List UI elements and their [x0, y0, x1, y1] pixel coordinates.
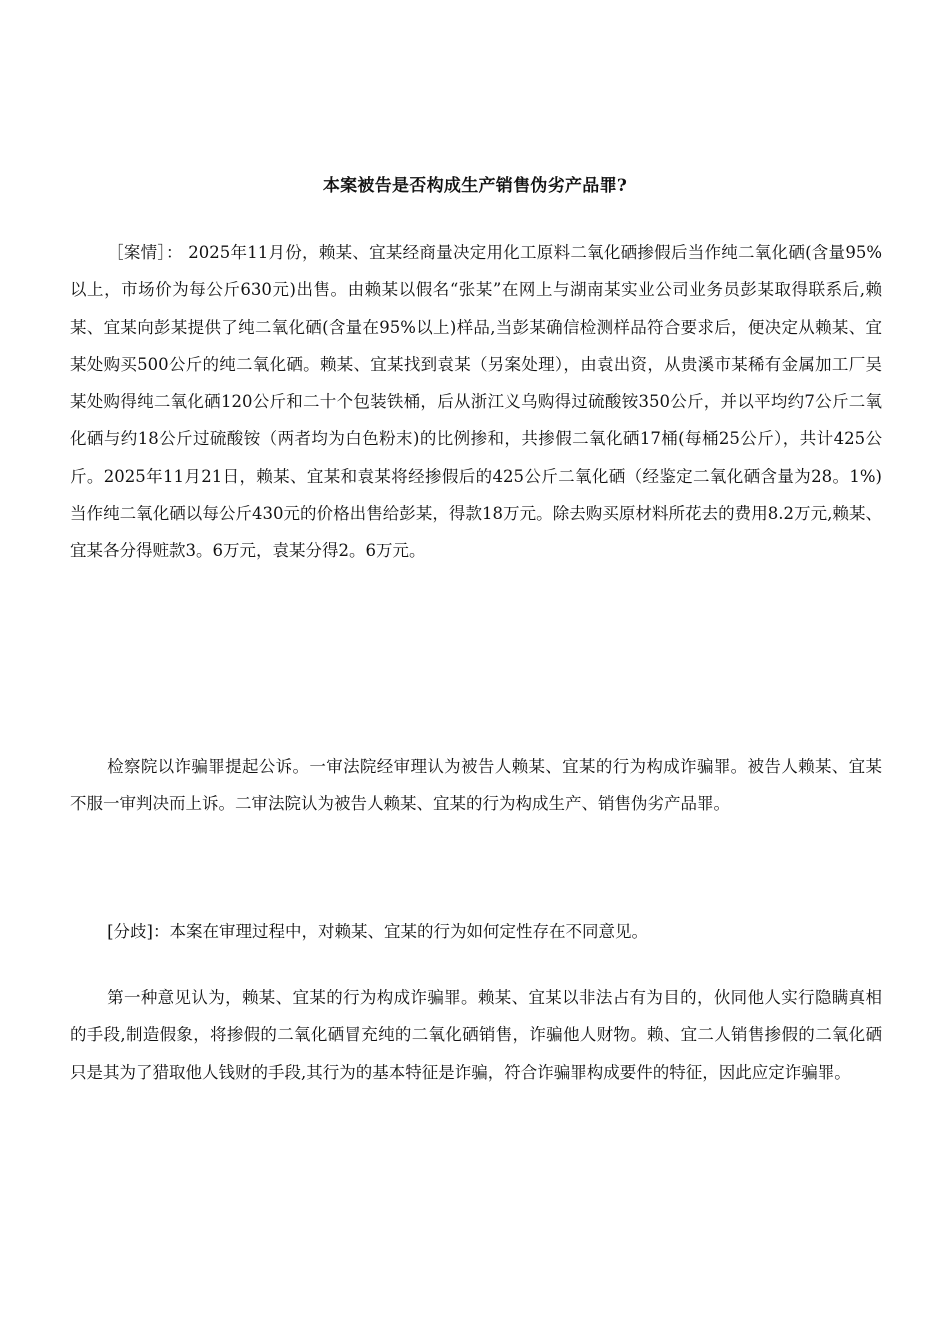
document-title: 本案被告是否构成生产销售伪劣产品罪? — [322, 176, 628, 196]
dispute-paragraph: [分歧]：本案在审理过程中，对赖某、宜某的行为如何定性存在不同意见。 — [107, 922, 648, 941]
first-opinion-paragraph: 第一种意见认为，赖某、宜某的行为构成诈骗罪。赖某、宜某以非法占有为目的，伙同他人实行隐瞒真相的手段,制造假象，将掺假的二氧化硒冒充纯的二氧化硒销售，诈骗他人财物。赖、宜二人销售掺假的二氧化硒只是其为了猎取他人钱财的手段,其行为的基本特征是诈骗，符合诈骗罪构成要件的特征，因此应定诈骗罪。 — [70, 988, 882, 1082]
prosecution-paragraph: 检察院以诈骗罪提起公诉。一审法院经审理认为被告人赖某、宜某的行为构成诈骗罪。被告人赖某、宜某不服一审判决而上诉。二审法院认为被告人赖某、宜某的行为构成生产、销售伪劣产品罪。 — [70, 757, 882, 814]
case-facts-paragraph: ［案情］： 2025年11月份，赖某、宜某经商量决定用化工原料二氧化硒掺假后当作纯二氧化硒(含量95%以上，市场价为每公斤630元)出售。由赖某以假名“张某”在网上与湖南某实业公司业务员彭某取得联系后,赖某、宜某向彭某提供了纯二氧化硒(含量在95%以上)样品,当彭某确信检测样品符合要求后，便决定从赖某、宜某处购买500公斤的纯二氧化硒。赖某、宜某找到袁某（另案处理），由袁出资，从贵溪市某稀有金属加工厂吴某处购得纯二氧化硒120公斤和二十个包装铁桶，后从浙江义乌购得过硫酸铵350公斤，并以平均约7公斤二氧化硒与约18公斤过硫酸铵（两者均为白色粉末)的比例掺和，共掺假二氧化硒17桶(每桶25公斤），共计425公斤。2025年11月21日，赖某、宜某和袁某将经掺假后的425公斤二氧化硒（经鉴定二氧化硒含量为28。1%)当作纯二氧化硒以每公斤430元的价格出售给彭某，得款18万元。除去购买原材料所花去的费用8.2万元,赖某、宜某各分得赃款3。6万元，袁某分得2。6万元。 — [70, 243, 882, 561]
